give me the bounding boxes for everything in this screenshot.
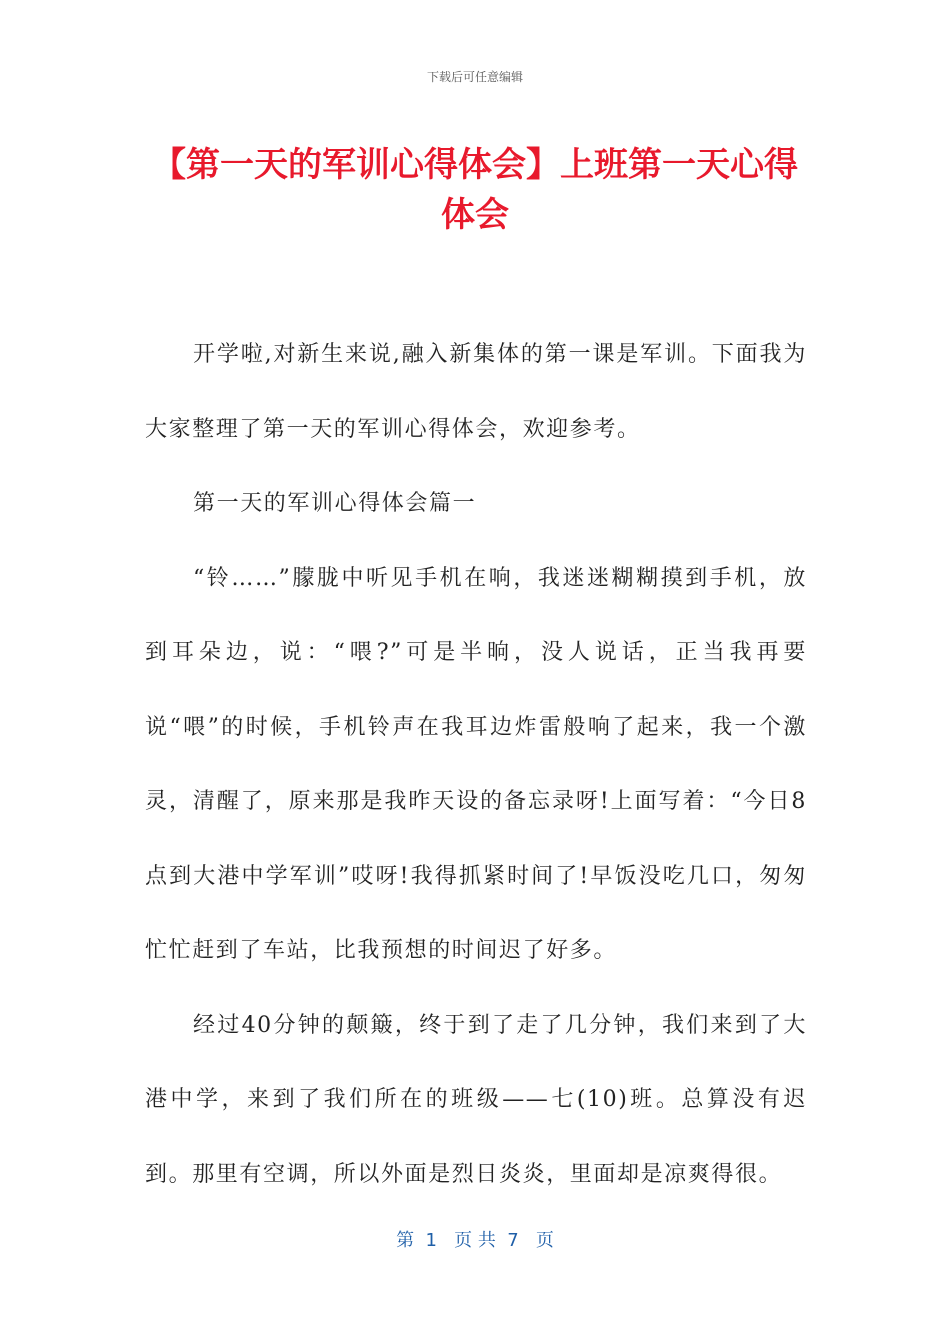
download-note: 下载后可任意编辑 <box>426 70 523 84</box>
paragraph-arrival: 经过40分钟的颠簸，终于到了走了几分钟，我们来到了大港中学，来到了我们所在的班级——七(10)班。总算没有迟到。那里有空调，所以外面是烈日炎炎，里面却是凉爽得很。 <box>145 1012 807 1187</box>
document-body <box>145 318 807 1212</box>
paragraph-morning: “铃……”朦胧中听见手机在响，我迷迷糊糊摸到手机，放到耳朵边，说：“喂?”可是半晌，没人说话，正当我再要说“喂”的时候，手机铃声在我耳边炸雷般响了起来，我一个激灵，清醒了，原来那是我昨天设的备忘录呀!上面写着：“今日8点到大港中学军训”哎呀!我得抓紧时间了!早饭没吃几口，匆匆忙忙赶到了车站，比我预想的时间迟了好多。 <box>145 565 807 963</box>
paragraph-intro: 开学啦,对新生来说,融入新集体的第一课是军训。下面我为大家整理了第一天的军训心得体会，欢迎参考。 <box>145 342 807 442</box>
paragraph-section-heading: 第一天的军训心得体会篇一 <box>193 491 477 516</box>
document-title: 【第一天的军训心得体会】上班第一天心得体会 <box>152 145 798 235</box>
page-number-footer: 第 1 页 共 7 页 <box>396 1230 554 1251</box>
